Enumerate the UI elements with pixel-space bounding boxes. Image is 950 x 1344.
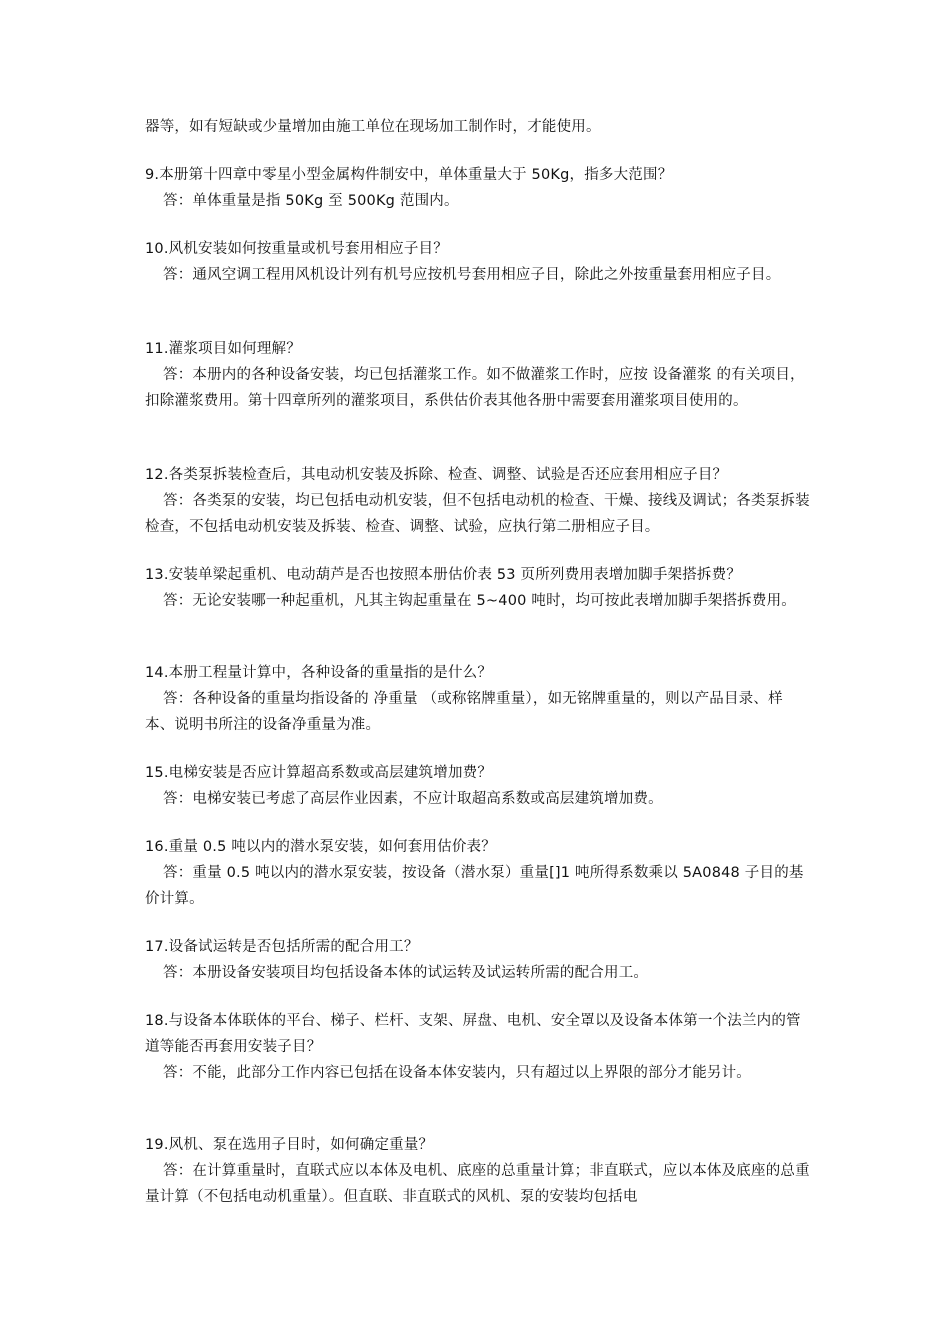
question-10: 10.风机安装如何按重量或机号套用相应子目？ <box>145 241 448 257</box>
qa-item-11 <box>145 336 810 414</box>
qa-item-18 <box>145 1008 810 1086</box>
answer-19: 答：在计算重量时，直联式应以本体及电机、底座的总重量计算；非直联式，应以本体及底座的总重量计算（不包括电动机重量）。但直联、非直联式的风机、泵的安装均包括电 <box>145 1163 810 1205</box>
question-11: 11.灌浆项目如何理解？ <box>145 341 301 357</box>
answer-11: 答：本册内的各种设备安装，均已包括灌浆工作。如不做灌浆工作时，应按 设备灌浆 的有关项目，扣除灌浆费用。第十四章所列的灌浆项目，系供估价表其他各册中需要套用灌浆项目使用的。 <box>145 367 805 409</box>
qa-item-19 <box>145 1132 810 1210</box>
question-13: 13.安装单梁起重机、电动葫芦是否也按照本册估价表 53 页所列费用表增加脚手架搭拆费？ <box>145 567 742 583</box>
question-14: 14.本册工程量计算中，各种设备的重量指的是什么？ <box>145 665 493 681</box>
answer-14: 答：各种设备的重量均指设备的 净重量 （或称铭牌重量），如无铭牌重量的，则以产品目录、样本、说明书所注的设备净重量为准。 <box>145 691 783 733</box>
question-15: 15.电梯安装是否应计算超高系数或高层建筑增加费？ <box>145 765 493 781</box>
answer-10: 答：通风空调工程用风机设计列有机号应按机号套用相应子目，除此之外按重量套用相应子目。 <box>163 267 781 283</box>
question-9: 9.本册第十四章中零星小型金属构件制安中，单体重量大于 50Kg，指多大范围？ <box>145 167 673 183</box>
qa-item-14 <box>145 660 810 738</box>
qa-item-16 <box>145 834 810 912</box>
question-18: 18.与设备本体联体的平台、梯子、栏杆、支架、屏盘、电机、安全罩以及设备本体第一个法兰内的管道等能否再套用安装子目？ <box>145 1013 801 1055</box>
qa-item-13 <box>145 562 810 614</box>
intro-paragraph: 器等，如有短缺或少量增加由施工单位在现场加工制作时，才能使用。 <box>145 119 601 135</box>
answer-15: 答：电梯安装已考虑了高层作业因素，不应计取超高系数或高层建筑增加费。 <box>163 791 663 807</box>
qa-item-15 <box>145 760 810 812</box>
answer-12: 答：各类泵的安装，均已包括电动机安装，但不包括电动机的检查、干燥、接线及调试；各类泵拆装检查，不包括电动机安装及拆装、检查、调整、试验，应执行第二册相应子目。 <box>145 493 810 535</box>
answer-18: 答：不能，此部分工作内容已包括在设备本体安装内，只有超过以上界限的部分才能另计。 <box>163 1065 751 1081</box>
answer-9: 答：单体重量是指 50Kg 至 500Kg 范围内。 <box>163 193 459 209</box>
qa-item-12 <box>145 462 810 540</box>
question-16: 16.重量 0.5 吨以内的潜水泵安装，如何套用估价表？ <box>145 839 496 855</box>
qa-item-9 <box>145 162 810 214</box>
answer-16: 答：重量 0.5 吨以内的潜水泵安装，按设备（潜水泵）重量[]1 吨所得系数乘以 5A0848 子目的基价计算。 <box>145 865 804 907</box>
qa-item-10 <box>145 236 810 288</box>
question-19: 19.风机、泵在选用子目时，如何确定重量？ <box>145 1137 434 1153</box>
qa-item-17 <box>145 934 810 986</box>
answer-13: 答：无论安装哪一种起重机，凡其主钩起重量在 5~400 吨时，均可按此表增加脚手架搭拆费用。 <box>163 593 796 609</box>
question-12: 12.各类泵拆装检查后，其电动机安装及拆除、检查、调整、试验是否还应套用相应子目？ <box>145 467 728 483</box>
question-17: 17.设备试运转是否包括所需的配合用工？ <box>145 939 419 955</box>
answer-17: 答：本册设备安装项目均包括设备本体的试运转及试运转所需的配合用工。 <box>163 965 649 981</box>
